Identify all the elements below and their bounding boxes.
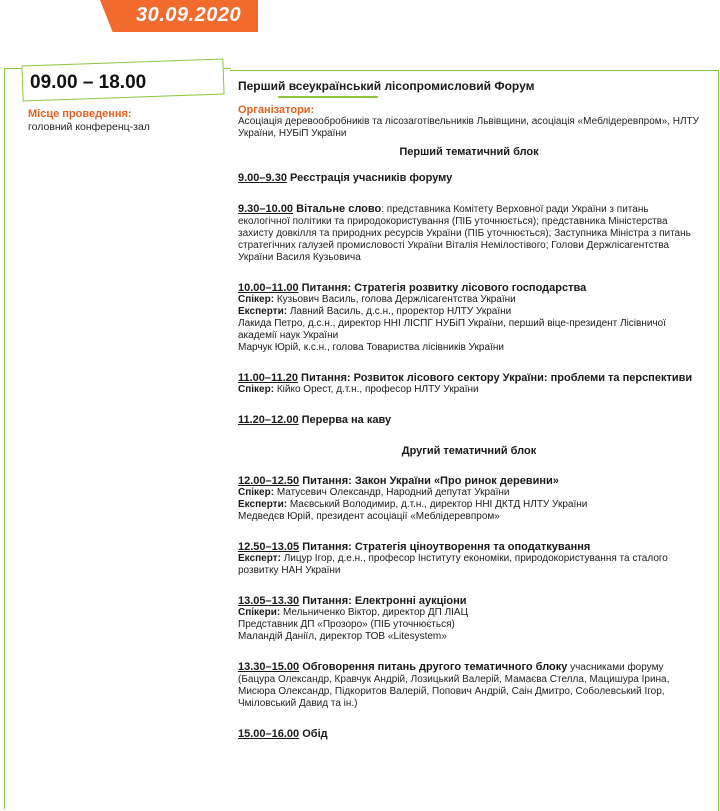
speaker-label: Спікер: [238,487,275,498]
expert-label: Експерт: [238,553,281,564]
block-title-second: Другий тематичний блок [401,445,537,457]
item-title: Питання: Стратегія ціноутворення та оподаткування [302,541,591,553]
speaker-name: Кузьович Василь, голова Держлісагентства України [276,294,516,305]
schedule-item-discussion [238,661,700,710]
item-text: : представника Комітету Верховної ради України з питань екологічної політики та природокористування (ПІБ уточнюється); представника Міністерства захисту довкілля та природних ресурсів України (ПІБ уточнюється); Заступника Міністра з питань стратегічних галузей промисловості України Віталія Немілостівого; Голови Держлісагентства України Василя Кузьовича [238,204,691,263]
time-range: 09.00 – 18.00 [30,72,147,93]
left-frame-border [4,68,231,809]
item-title: Питання: Розвиток лісового сектору України: проблеми та перспективи [301,372,693,384]
speaker-name: Мельниченко Віктор, директор ДП ЛІАЦ [282,607,469,618]
schedule-item-registration [238,172,700,185]
item-title: Реєстрація учасників форуму [290,172,453,184]
organizers-text: Асоціація деревообробників та лісозаготівельників Львівщини, асоціація «Меблідеревпром», НЛТУ України, НУБіП України [238,116,700,139]
schedule-item-sector [238,372,700,396]
item-title: Питання: Стратегія розвитку лісового господарства [301,282,587,294]
item-title: Питання: Електронні аукціони [302,595,467,607]
item-title: Питання: Закон України «Про ринок деревини» [302,475,559,487]
item-time: 12.50–13.05 [238,541,300,553]
item-time: 10.00–11.00 [238,282,299,294]
speaker-name: Представник ДП «Прозоро» (ПІБ уточнюється) [238,619,455,630]
item-text: учасниками форуму (Бацура Олександр, Кравчук Андрій, Лозицький Валерій, Мамаєва Стелла, Мацишура Ірина, Мисюра Олександр, Підкоритов Валерій, Попович Андрій, Саін Дмитро, Соболевський Ігор, Чміловський Давид та ін.) [238,662,670,709]
item-time: 11.00–11.20 [238,372,298,384]
expert-name: Марчук Юрій, к.с.н., голова Товариства лісівників України [238,342,504,353]
program-content [238,80,700,759]
item-time: 9.30–10.00 [238,203,294,215]
item-time: 15.00–16.00 [238,728,300,740]
organizers-label: Організатори: [238,104,315,116]
item-time: 12.00–12.50 [238,475,300,487]
schedule-item-forestry [238,282,700,354]
speakers-label: Спікери: [238,607,281,618]
experts-label: Експерти: [238,499,288,510]
item-title: Обід [302,728,328,740]
speaker-name: Кійко Орест, д.т.н., професор НЛТУ України [276,384,479,395]
schedule-item-market [238,475,700,523]
schedule-item-pricing [238,541,700,577]
speaker-label: Спікер: [238,384,275,395]
title-underline [278,96,378,98]
item-time: 9.00–9.30 [238,172,287,184]
speaker-label: Спікер: [238,294,275,305]
speaker-name: Маландій Даніїл, директор ТОВ «Litesystem» [238,631,447,642]
item-title: Вітальне слово [296,203,382,215]
item-time: 11.20–12.00 [238,414,299,426]
speaker-name: Матусевич Олександр, Народний депутат України [276,487,510,498]
item-title: Перерва на каву [301,414,392,426]
venue-value: головний конференц-зал [28,121,150,133]
schedule-item-welcome [238,203,700,264]
event-date: 30.09.2020 [136,4,242,26]
venue-label: Місце проведення: [28,108,132,120]
schedule-item-break [238,414,700,427]
expert-name: Лицур Ігор, д.е.н., професор Інституту економіки, природокористування та сталого розвитку НАН України [238,553,668,576]
experts-label: Експерти: [238,306,288,317]
schedule-item-auctions [238,595,700,643]
expert-name: Лакида Петро, д.с.н., директор ННІ ЛІСПГ НУБіП України, перший віце-президент Лісівничої академії наук України [238,318,666,341]
expert-name: Маєвський Володимир, д.т.н., директор ННІ ДКТД НЛТУ України [289,499,588,510]
expert-name: Медведєв Юрій, президент асоціації «Меблідеревпром» [238,511,500,522]
item-time: 13.05–13.30 [238,595,300,607]
schedule-item-lunch [238,728,700,741]
block-title-first: Перший тематичний блок [399,146,539,158]
item-title: Обговорення питань другого тематичного блоку [302,661,568,673]
forum-title: Перший всеукраїнський лісопромисловий Форум [238,79,535,93]
item-time: 13.30–15.00 [238,661,300,673]
expert-name: Лавний Василь, д.с.н., проректор НЛТУ України [289,306,512,317]
